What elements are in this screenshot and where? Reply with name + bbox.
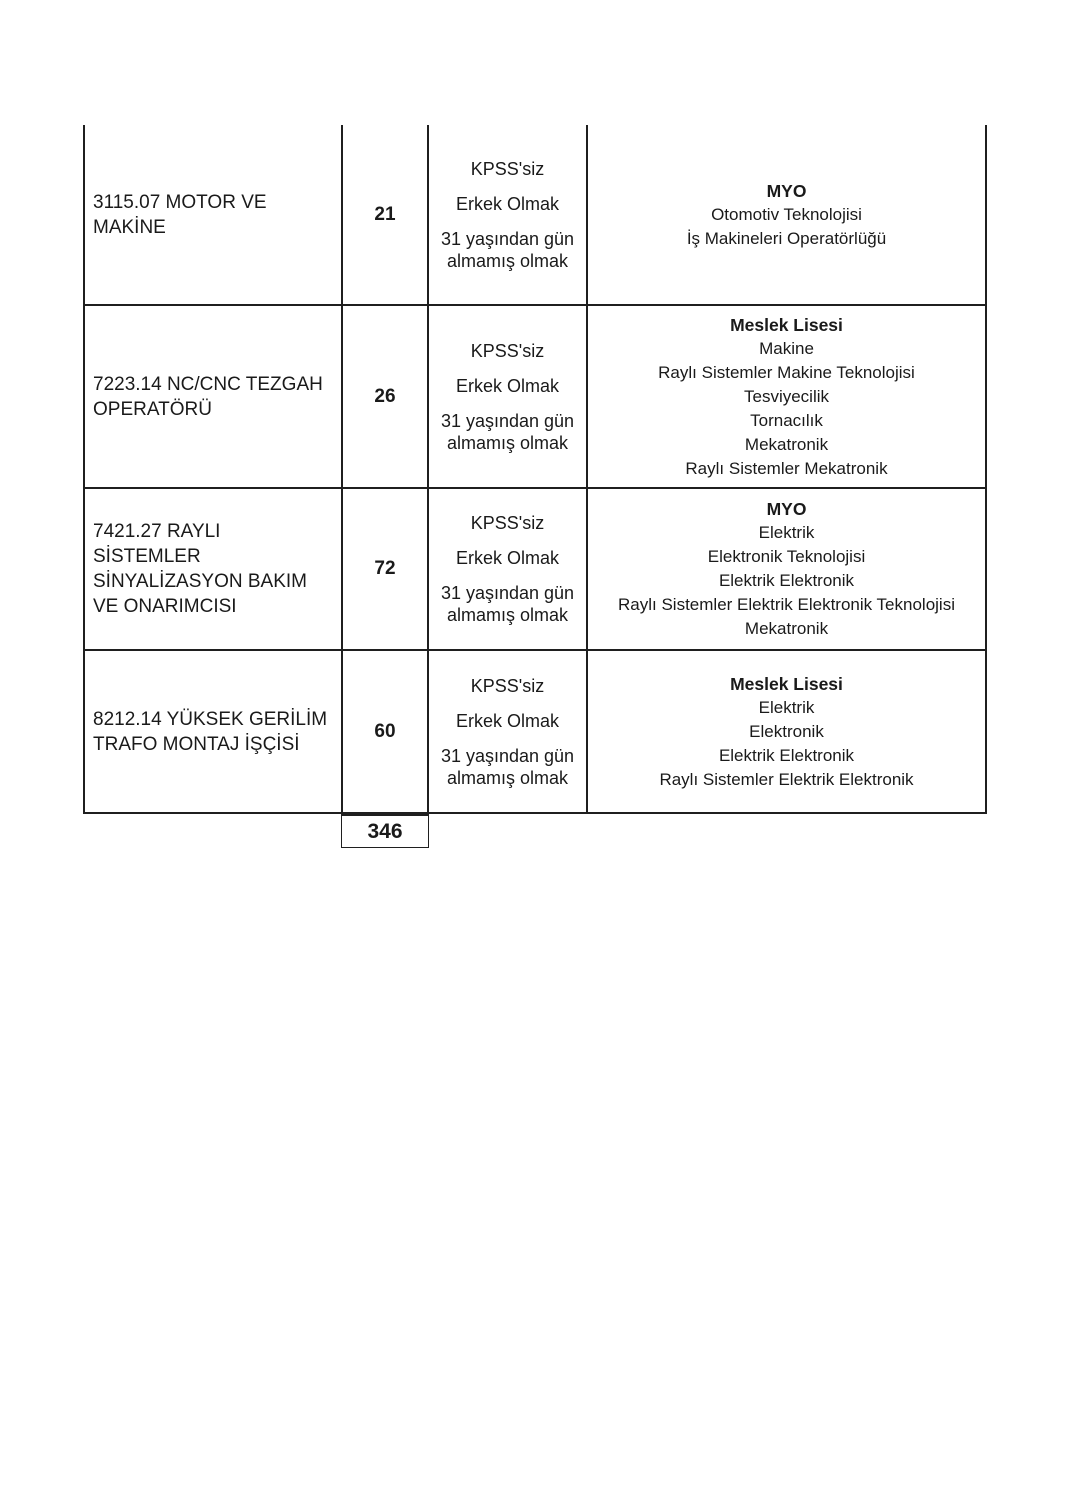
- education-program: Mekatronik: [744, 619, 829, 638]
- education-program: Raylı Sistemler Elektrik Elektronik: [659, 769, 914, 789]
- education-program: Otomotiv Teknolojisi: [711, 204, 862, 224]
- education-level: MYO: [766, 499, 807, 519]
- requirements-cell: [428, 305, 587, 488]
- job-title: 7223.14 NC/CNC TEZGAH OPERATÖRÜ: [84, 305, 342, 488]
- job-title: 8212.14 YÜKSEK GERİLİM TRAFO MONTAJ İŞÇİSİ: [84, 650, 342, 813]
- requirement-line: 31 yaşından gün almamış olmak: [440, 745, 575, 788]
- requirement-line: 31 yaşından gün almamış olmak: [440, 228, 575, 271]
- education-programs: [596, 521, 977, 641]
- education-program: Tesviyecilik: [743, 386, 830, 406]
- education-programs: [596, 696, 977, 792]
- quota-value: 72: [342, 488, 428, 650]
- education-program: Elektrik: [758, 697, 815, 717]
- education-program: Makine: [759, 338, 814, 358]
- education-program: Tornacılık: [750, 410, 823, 430]
- education-program: Elektrik Elektronik: [718, 745, 855, 765]
- requirement-line: 31 yaşından gün almamış olmak: [440, 583, 575, 625]
- education-program: İş Makineleri Operatörlüğü: [686, 228, 887, 248]
- requirements-cell: [428, 488, 587, 650]
- education-program: Raylı Sistemler Elektrik Elektronik Teknolojisi: [618, 595, 955, 614]
- education-programs: [596, 203, 977, 251]
- total-quota-cell: 346: [341, 814, 429, 848]
- education-program: Mekatronik: [744, 434, 829, 454]
- education-cell: [587, 125, 986, 305]
- education-program: Raylı Sistemler Mekatronik: [685, 458, 888, 478]
- education-program: Elektronik Teknolojisi: [707, 547, 866, 566]
- requirement-line: Erkek Olmak: [455, 375, 560, 396]
- education-level: Meslek Lisesi: [730, 673, 843, 694]
- quota-value: 60: [342, 650, 428, 813]
- education-level: MYO: [766, 180, 807, 201]
- education-cell: [587, 650, 986, 813]
- education-program: Elektronik: [749, 721, 824, 741]
- requirement-line: Erkek Olmak: [455, 548, 560, 568]
- education-program: Raylı Sistemler Makine Teknolojisi: [658, 362, 915, 382]
- requirements-cell: [428, 125, 587, 305]
- table-row: [84, 650, 986, 813]
- job-title: 3115.07 MOTOR VE MAKİNE: [84, 125, 342, 305]
- table-row: [84, 125, 986, 305]
- education-level: Meslek Lisesi: [730, 314, 843, 335]
- requirement-line: KPSS'siz: [470, 513, 545, 533]
- job-title: 7421.27 RAYLI SİSTEMLER SİNYALİZASYON BAKIM VE ONARIMCISI: [84, 488, 342, 650]
- table-row: [84, 488, 986, 650]
- table-row: [84, 305, 986, 488]
- requirements-cell: [428, 650, 587, 813]
- education-program: Elektrik: [758, 523, 815, 542]
- education-cell: [587, 305, 986, 488]
- education-program: Elektrik Elektronik: [718, 571, 855, 590]
- quota-value: 21: [342, 125, 428, 305]
- requirement-line: 31 yaşından gün almamış olmak: [440, 410, 575, 453]
- requirement-line: Erkek Olmak: [455, 710, 560, 731]
- requirement-line: KPSS'siz: [470, 340, 545, 361]
- quota-value: 26: [342, 305, 428, 488]
- education-programs: [596, 337, 977, 481]
- job-postings-table: [83, 125, 987, 814]
- education-cell: [587, 488, 986, 650]
- requirement-line: KPSS'siz: [470, 158, 545, 179]
- requirement-line: Erkek Olmak: [455, 193, 560, 214]
- requirement-line: KPSS'siz: [470, 675, 545, 696]
